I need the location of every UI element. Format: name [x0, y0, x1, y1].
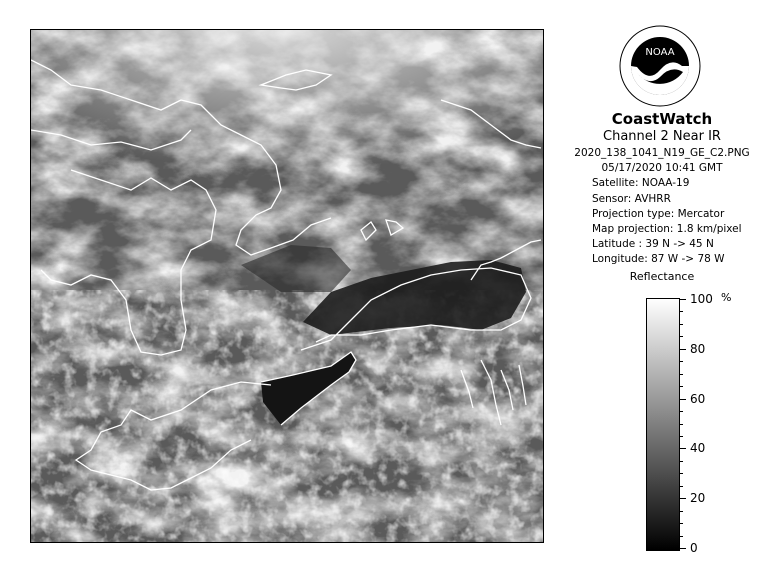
reflectance-colorbar — [646, 298, 680, 551]
noaa-logo — [619, 25, 701, 107]
colorbar-tick — [679, 299, 686, 300]
colorbar-tick — [679, 448, 686, 449]
colorbar-tick-label: 80 — [690, 342, 706, 356]
colorbar-tick — [679, 361, 683, 362]
colorbar-tick — [679, 311, 683, 312]
colorbar-tick — [679, 486, 683, 487]
colorbar-tick — [679, 536, 683, 537]
colorbar-tick — [679, 424, 683, 425]
datetime: 05/17/2020 10:41 GMT — [601, 162, 723, 175]
colorbar-tick — [679, 336, 683, 337]
colorbar-tick — [679, 511, 683, 512]
projection-type: Projection type: Mercator — [592, 207, 725, 220]
map-projection: Map projection: 1.8 km/pixel — [592, 223, 742, 236]
satellite-map-svg — [31, 30, 543, 542]
colorbar-tick — [679, 473, 683, 474]
sensor: Sensor: AVHRR — [592, 192, 671, 205]
colorbar-tick — [679, 386, 683, 387]
satellite-image — [30, 29, 544, 543]
product-title: Channel 2 Near IR — [603, 129, 721, 144]
colorbar-tick-label: 0 — [690, 541, 698, 555]
colorbar-tick — [679, 523, 683, 524]
satellite: Satellite: NOAA-19 — [592, 177, 690, 190]
colorbar-tick — [679, 399, 686, 400]
metadata-block — [560, 146, 764, 268]
colorbar-tick — [679, 411, 683, 412]
colorbar-tick-label: 20 — [690, 491, 706, 505]
filename: 2020_138_1041_N19_GE_C2.PNG — [574, 147, 750, 159]
colorbar-tick-label: 60 — [690, 392, 706, 406]
noaa-logo-text: NOAA — [645, 47, 675, 58]
latitude-range: Latitude : 39 N -> 45 N — [592, 238, 714, 251]
colorbar-tick — [679, 324, 683, 325]
colorbar-tick — [679, 436, 683, 437]
colorbar-tick — [679, 349, 686, 350]
colorbar-tick — [679, 461, 683, 462]
colorbar-tick — [679, 498, 686, 499]
colorbar-tick — [679, 548, 686, 549]
legend-unit: % — [721, 291, 732, 304]
colorbar-tick-label: 40 — [690, 441, 706, 455]
colorbar-tick — [679, 374, 683, 375]
longitude-range: Longitude: 87 W -> 78 W — [592, 253, 725, 266]
brand-title: CoastWatch — [611, 110, 713, 128]
colorbar-tick-label: 100 — [690, 292, 713, 306]
legend-title: Reflectance — [629, 270, 695, 283]
